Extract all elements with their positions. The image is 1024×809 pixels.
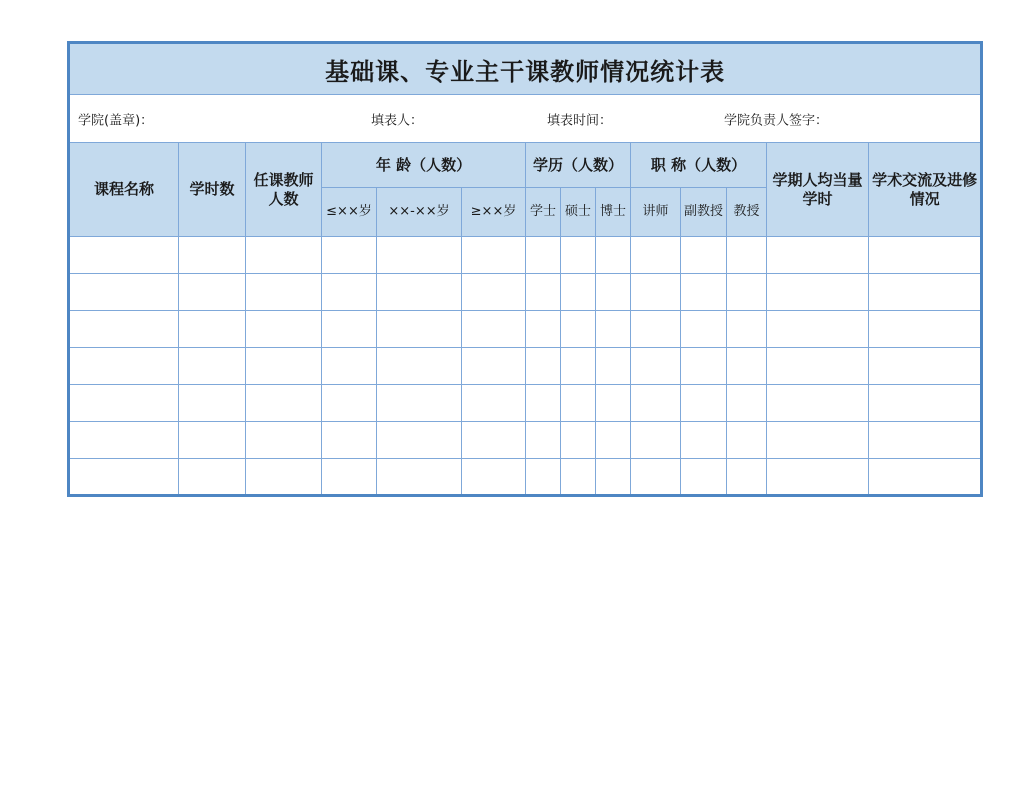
- body-cell[interactable]: [727, 385, 767, 422]
- body-cell[interactable]: [767, 385, 869, 422]
- body-cell[interactable]: [526, 385, 561, 422]
- body-cell[interactable]: [246, 237, 322, 274]
- body-cell[interactable]: [727, 459, 767, 496]
- header-age-group: 年 龄（人数）: [322, 143, 526, 188]
- header-semester-avg-equivalent-hours: 学期人均当量学时: [767, 143, 869, 237]
- body-cell[interactable]: [246, 311, 322, 348]
- header-age-le-xx: ≤××岁: [322, 188, 377, 237]
- body-cell[interactable]: [179, 385, 246, 422]
- table-title: 基础课、专业主干课教师情况统计表: [69, 43, 982, 95]
- body-cell[interactable]: [462, 459, 526, 496]
- body-cell[interactable]: [377, 385, 462, 422]
- header-age-ge-xx: ≥××岁: [462, 188, 526, 237]
- body-cell[interactable]: [631, 459, 681, 496]
- body-cell[interactable]: [727, 311, 767, 348]
- body-cell[interactable]: [322, 459, 377, 496]
- table-row: [69, 385, 982, 422]
- body-cell[interactable]: [526, 311, 561, 348]
- body-cell[interactable]: [869, 348, 982, 385]
- body-cell[interactable]: [377, 237, 462, 274]
- body-cell[interactable]: [561, 348, 596, 385]
- body-cell[interactable]: [631, 237, 681, 274]
- table-row: [69, 348, 982, 385]
- header-title-lecturer: 讲师: [631, 188, 681, 237]
- body-cell[interactable]: [727, 422, 767, 459]
- body-cell[interactable]: [462, 422, 526, 459]
- body-cell[interactable]: [322, 237, 377, 274]
- body-cell[interactable]: [631, 385, 681, 422]
- body-cell[interactable]: [681, 237, 727, 274]
- body-cell[interactable]: [322, 311, 377, 348]
- info-row-inner: [73, 97, 977, 140]
- body-cell[interactable]: [869, 274, 982, 311]
- body-cell[interactable]: [69, 385, 179, 422]
- header-degree-doctor: 博士: [596, 188, 631, 237]
- header-class-hours: 学时数: [179, 143, 246, 237]
- body-cell[interactable]: [561, 385, 596, 422]
- body-cell[interactable]: [767, 459, 869, 496]
- body-cell[interactable]: [681, 459, 727, 496]
- body-cell[interactable]: [179, 459, 246, 496]
- college-leader-signature-label: 学院负责人签字：: [724, 113, 829, 128]
- body-cell[interactable]: [377, 459, 462, 496]
- header-degree-master: 硕士: [561, 188, 596, 237]
- body-cell[interactable]: [869, 422, 982, 459]
- info-row: [69, 95, 982, 143]
- header-course-name: 课程名称: [69, 143, 179, 237]
- teacher-statistics-table-wrap: [67, 41, 983, 497]
- body-cell[interactable]: [681, 274, 727, 311]
- table-row: [69, 237, 982, 274]
- body-cell[interactable]: [681, 422, 727, 459]
- header-title-associate-professor: 副教授: [681, 188, 727, 237]
- body-cell[interactable]: [727, 237, 767, 274]
- body-cell[interactable]: [561, 422, 596, 459]
- body-cell[interactable]: [462, 274, 526, 311]
- body-cell[interactable]: [246, 348, 322, 385]
- body-cell[interactable]: [69, 274, 179, 311]
- body-cell[interactable]: [322, 348, 377, 385]
- body-cell[interactable]: [69, 459, 179, 496]
- body-cell[interactable]: [69, 311, 179, 348]
- body-cell[interactable]: [246, 274, 322, 311]
- body-cell[interactable]: [526, 348, 561, 385]
- body-cell[interactable]: [179, 274, 246, 311]
- body-cell[interactable]: [869, 311, 982, 348]
- body-cell[interactable]: [767, 348, 869, 385]
- body-cell[interactable]: [462, 385, 526, 422]
- body-cell[interactable]: [561, 459, 596, 496]
- body-cell[interactable]: [869, 237, 982, 274]
- body-cell[interactable]: [322, 385, 377, 422]
- body-cell[interactable]: [596, 459, 631, 496]
- body-cell[interactable]: [69, 422, 179, 459]
- table-row: [69, 274, 982, 311]
- header-academic-exchange-training: 学术交流及进修情况: [869, 143, 982, 237]
- body-cell[interactable]: [561, 237, 596, 274]
- body-cell[interactable]: [631, 311, 681, 348]
- body-cell[interactable]: [767, 311, 869, 348]
- body-cell[interactable]: [631, 274, 681, 311]
- body-cell[interactable]: [869, 385, 982, 422]
- body-cell[interactable]: [727, 274, 767, 311]
- body-cell[interactable]: [681, 348, 727, 385]
- body-cell[interactable]: [377, 348, 462, 385]
- body-cell[interactable]: [246, 385, 322, 422]
- body-cell[interactable]: [526, 422, 561, 459]
- body-cell[interactable]: [179, 422, 246, 459]
- body-cell[interactable]: [69, 348, 179, 385]
- body-cell[interactable]: [681, 385, 727, 422]
- body-cell[interactable]: [246, 422, 322, 459]
- body-cell[interactable]: [596, 422, 631, 459]
- body-cell[interactable]: [526, 274, 561, 311]
- body-cell[interactable]: [767, 274, 869, 311]
- body-cell[interactable]: [462, 237, 526, 274]
- body-cell[interactable]: [767, 422, 869, 459]
- header-age-xx-xx: ××-××岁: [377, 188, 462, 237]
- body-cell[interactable]: [462, 348, 526, 385]
- body-cell[interactable]: [179, 311, 246, 348]
- body-cell[interactable]: [869, 459, 982, 496]
- body-cell[interactable]: [727, 348, 767, 385]
- body-cell[interactable]: [322, 422, 377, 459]
- body-cell[interactable]: [631, 422, 681, 459]
- body-cell[interactable]: [596, 348, 631, 385]
- body-cell[interactable]: [596, 385, 631, 422]
- table-row: [69, 422, 982, 459]
- body-cell[interactable]: [377, 422, 462, 459]
- body-cell[interactable]: [179, 348, 246, 385]
- body-cell[interactable]: [596, 311, 631, 348]
- body-cell[interactable]: [526, 459, 561, 496]
- table-row: [69, 459, 982, 496]
- body-cell[interactable]: [561, 311, 596, 348]
- table-row: [69, 311, 982, 348]
- college-stamp-label: 学院(盖章)：: [78, 113, 154, 128]
- header-title-professor: 教授: [727, 188, 767, 237]
- table-body: [69, 237, 982, 496]
- teacher-statistics-table: [67, 41, 983, 497]
- fill-date-label: 填表时间：: [547, 113, 613, 128]
- body-cell[interactable]: [681, 311, 727, 348]
- body-cell[interactable]: [596, 237, 631, 274]
- body-cell[interactable]: [69, 237, 179, 274]
- body-cell[interactable]: [596, 274, 631, 311]
- body-cell[interactable]: [322, 274, 377, 311]
- header-education-group: 学历（人数）: [526, 143, 631, 188]
- body-cell[interactable]: [179, 237, 246, 274]
- header-teachers-count: 任课教师人数: [246, 143, 322, 237]
- body-cell[interactable]: [462, 311, 526, 348]
- body-cell[interactable]: [631, 348, 681, 385]
- body-cell[interactable]: [561, 274, 596, 311]
- header-professional-title-group: 职 称（人数）: [631, 143, 767, 188]
- body-cell[interactable]: [767, 237, 869, 274]
- header-degree-bachelor: 学士: [526, 188, 561, 237]
- body-cell[interactable]: [377, 311, 462, 348]
- form-filler-label: 填表人：: [371, 113, 424, 128]
- body-cell[interactable]: [246, 459, 322, 496]
- body-cell[interactable]: [526, 237, 561, 274]
- body-cell[interactable]: [377, 274, 462, 311]
